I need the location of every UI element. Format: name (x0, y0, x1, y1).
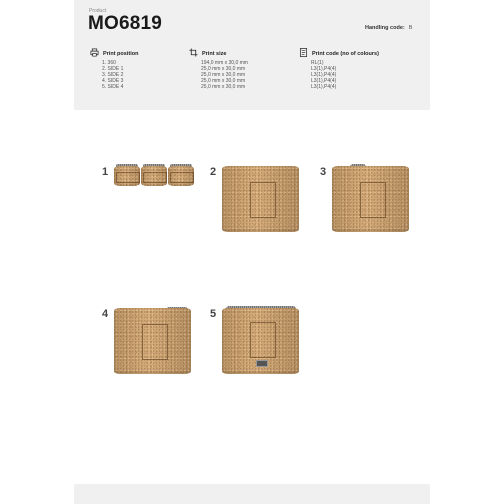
list-item: 3. SIDE 2 (102, 72, 124, 78)
list-item: L3(1),P4(4) (311, 66, 337, 72)
view-number-1: 1 (102, 166, 109, 178)
list-item: 25,0 mm x 30,0 mm (201, 84, 246, 90)
print-code-list (311, 60, 336, 90)
print-size-list (201, 60, 248, 90)
handling-code (365, 25, 412, 31)
print-area-outline (250, 322, 276, 358)
print-code-heading (299, 48, 379, 59)
list-item: 5. SIDE 4 (102, 84, 124, 90)
list-item: RL(1) (311, 60, 324, 66)
print-position-title: Print position (103, 50, 139, 57)
print-area-outline (170, 172, 194, 183)
view-number-4: 4 (102, 308, 109, 320)
crop-icon (189, 48, 198, 59)
list-item: 4. SIDE 3 (102, 78, 124, 84)
print-code-title: Print code (no of colours) (312, 50, 379, 57)
list-item: L3(1),P4(4) (311, 78, 337, 84)
print-area-outline (250, 182, 276, 218)
list-item: L3(1),P4(4) (311, 72, 337, 78)
list-item: 2. SIDE 1 (102, 66, 124, 72)
view-number-5: 5 (210, 308, 217, 320)
charging-port (256, 360, 268, 367)
list-item: 1. 360 (102, 60, 116, 66)
list-item: 25,0 mm x 30,0 mm (201, 66, 246, 72)
print-area-outline (116, 172, 140, 183)
list-item: 25,0 mm x 30,0 mm (201, 78, 246, 84)
printer-icon (90, 48, 99, 59)
document-icon (299, 48, 308, 59)
print-position-heading (90, 48, 138, 59)
handling-code-value: B (408, 25, 413, 31)
handling-code-label: Handling code: (365, 25, 405, 31)
print-size-title: Print size (202, 50, 227, 57)
print-area-outline (143, 172, 167, 183)
view-number-3: 3 (320, 166, 327, 178)
list-item: L3(1),P4(4) (311, 84, 337, 90)
list-item: 25,0 mm x 30,0 mm (201, 72, 246, 78)
print-area-outline (360, 182, 386, 218)
view-number-2: 2 (210, 166, 217, 178)
print-size-heading (189, 48, 226, 59)
footer-panel (74, 484, 430, 504)
print-position-list (102, 60, 123, 90)
list-item: 194,0 mm x 30,0 mm (201, 60, 248, 66)
product-label: Product (89, 8, 107, 14)
print-area-outline (142, 324, 168, 360)
product-code: MO6819 (88, 13, 163, 34)
